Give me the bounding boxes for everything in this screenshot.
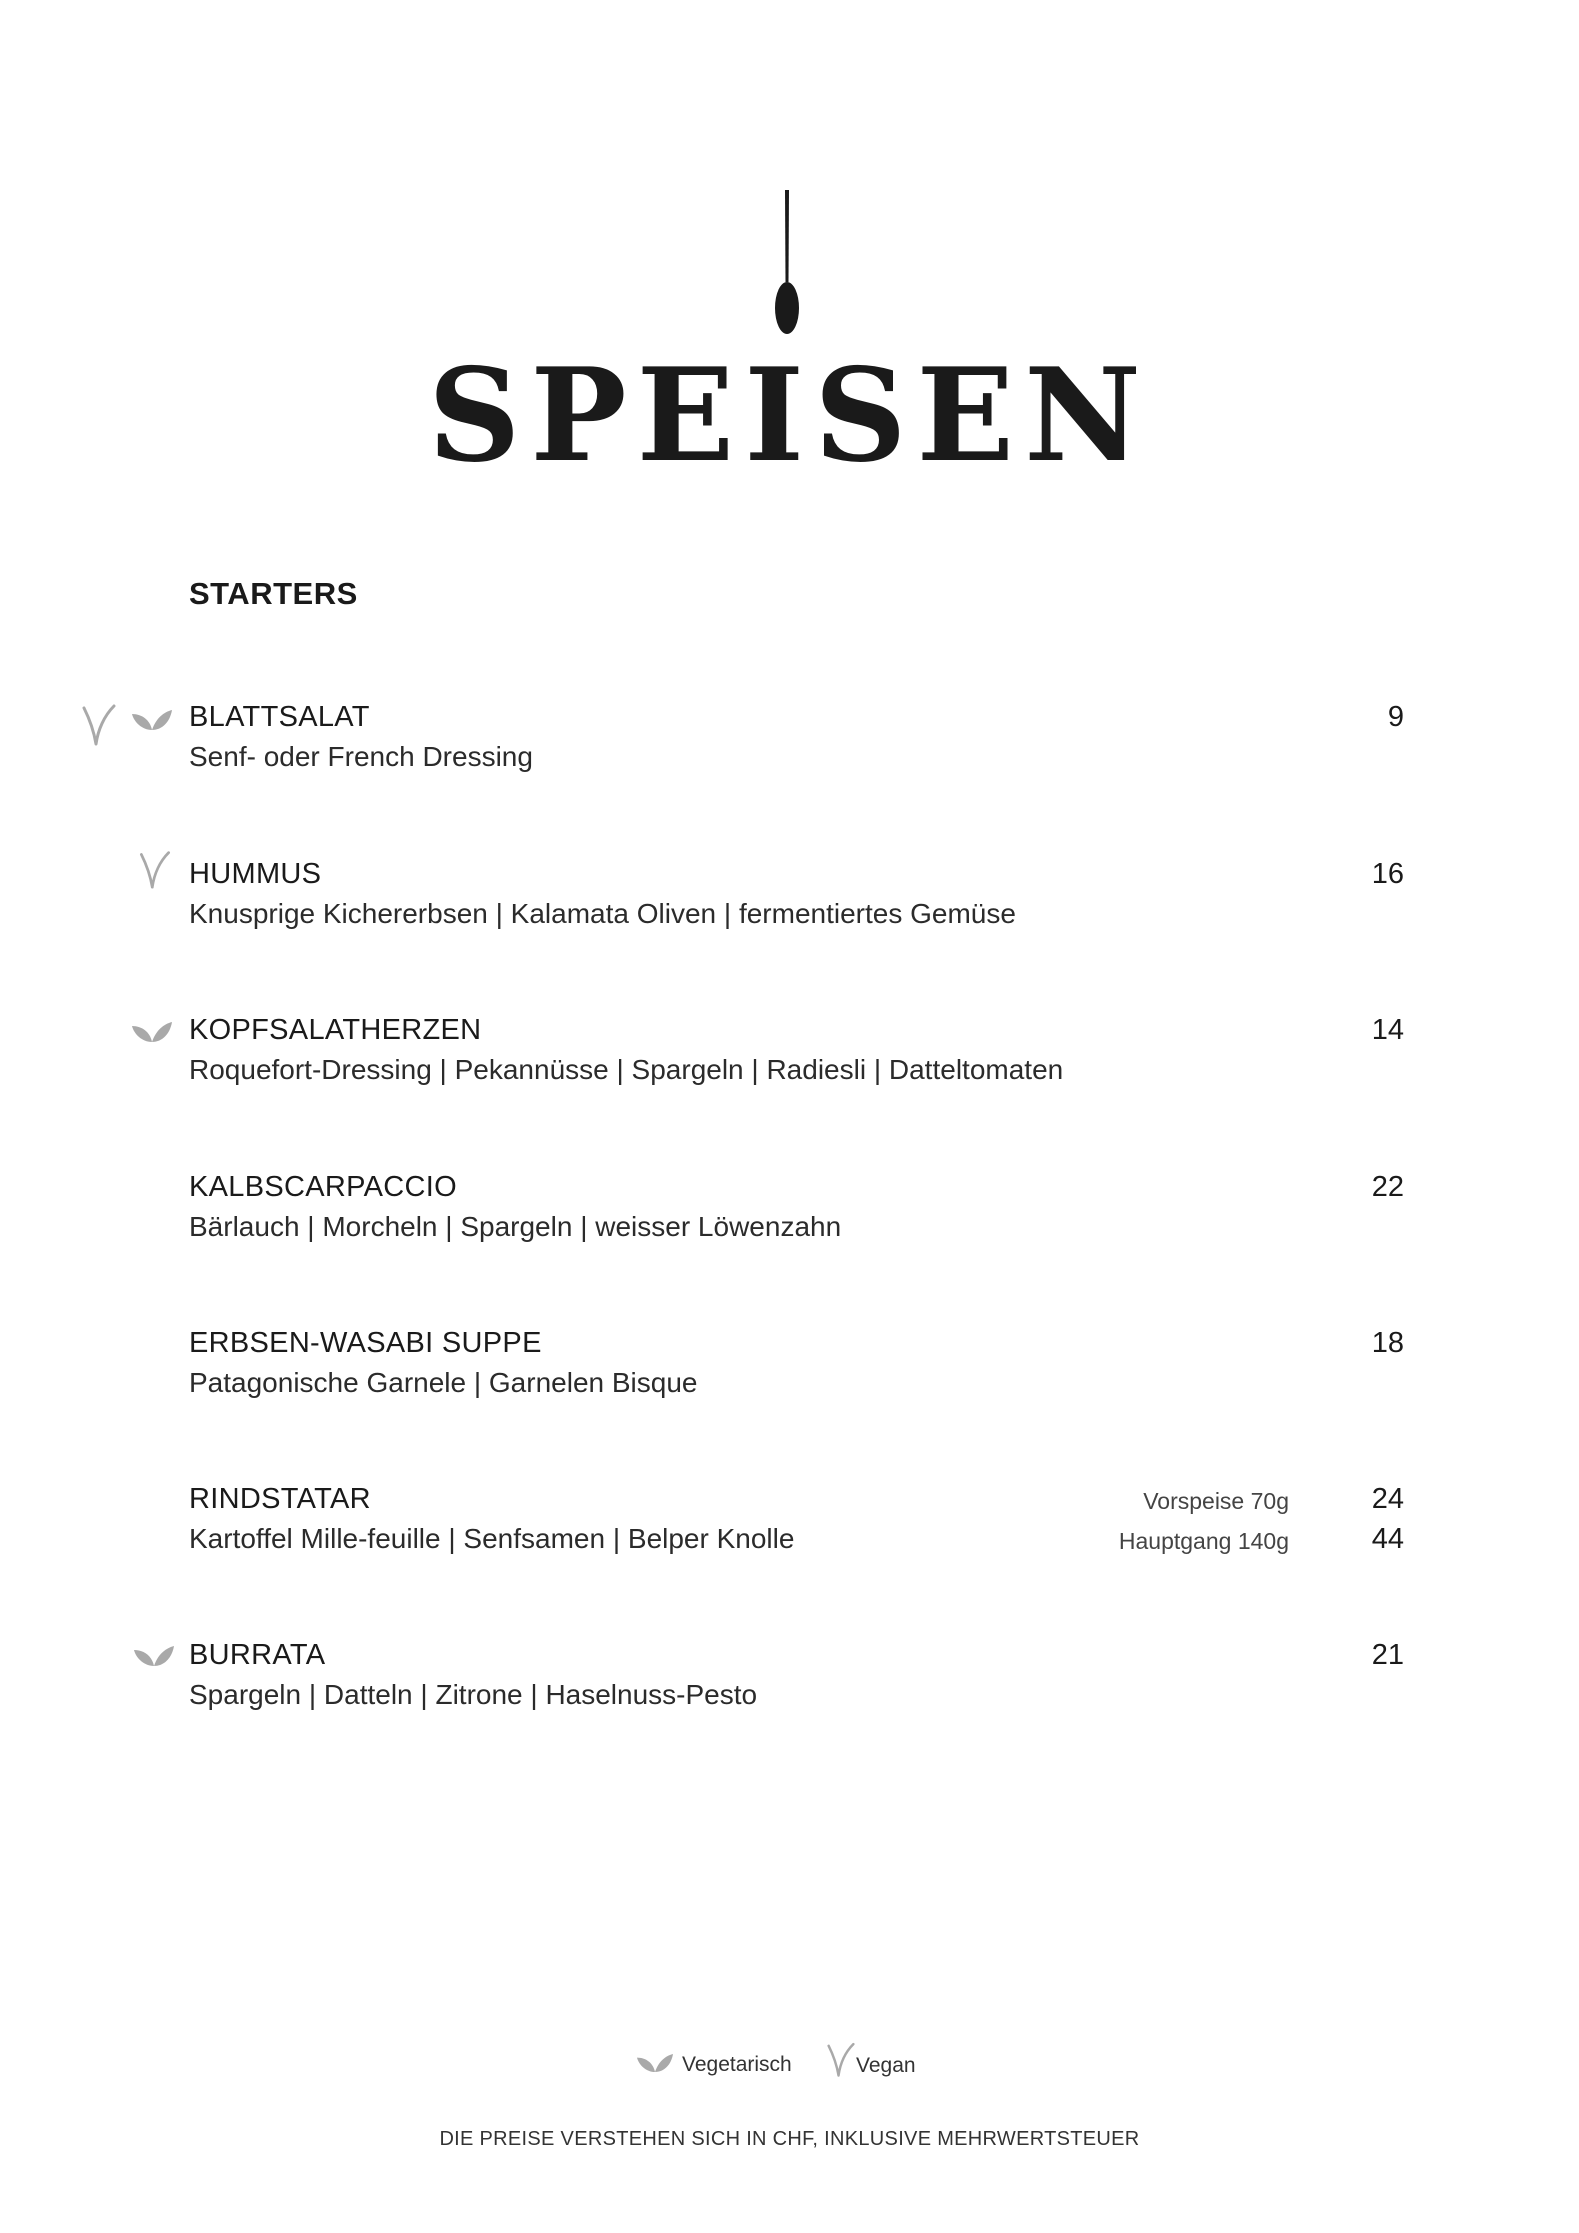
- leaf-icon: [132, 708, 172, 732]
- dietary-legend: [0, 2040, 1579, 2090]
- menu-item: [189, 857, 1404, 947]
- item-name: BLATTSALAT: [189, 701, 370, 733]
- item-price: 14: [1371, 1014, 1404, 1046]
- vegan-icon: [138, 849, 172, 889]
- item-description: Patagonische Garnele | Garnelen Bisque: [189, 1367, 698, 1398]
- vegan-icon: [827, 2040, 855, 2078]
- item-name: HUMMUS: [189, 858, 322, 890]
- item-name: KALBSCARPACCIO: [189, 1171, 457, 1203]
- menu-item: [189, 1638, 1404, 1728]
- item-description: Bärlauch | Morcheln | Spargeln | weisser Löwenzahn: [189, 1211, 842, 1242]
- item-name: RINDSTATAR: [189, 1483, 371, 1515]
- leaf-icon: [132, 1020, 172, 1044]
- item-size-starter: Vorspeise 70g: [1143, 1488, 1289, 1514]
- item-size-main: Hauptgang 140g: [1118, 1528, 1289, 1554]
- item-price: 22: [1371, 1171, 1404, 1203]
- item-name: BURRATA: [189, 1639, 326, 1671]
- item-description: Spargeln | Datteln | Zitrone | Haselnuss-Pesto: [189, 1679, 758, 1710]
- page-title: SPEISEN: [427, 341, 1152, 491]
- item-price: 18: [1371, 1327, 1404, 1359]
- item-description: Senf- oder French Dressing: [189, 741, 533, 772]
- menu-item: [189, 1482, 1404, 1572]
- item-description: Roquefort-Dressing | Pekannüsse | Spargeln | Radiesli | Datteltomaten: [189, 1054, 1064, 1085]
- item-name: KOPFSALATHERZEN: [189, 1014, 482, 1046]
- item-price: 9: [1387, 701, 1404, 733]
- vegan-icon: [82, 702, 116, 746]
- legend-vegan-label: Vegan: [856, 2054, 916, 2077]
- item-price: 24: [1371, 1483, 1404, 1515]
- item-description: Kartoffel Mille-feuille | Senfsamen | Belper Knolle: [189, 1523, 795, 1554]
- menu-item: [189, 700, 1404, 790]
- menu-item: [189, 1170, 1404, 1260]
- item-name: ERBSEN-WASABI SUPPE: [189, 1327, 542, 1359]
- leaf-icon: [134, 1644, 174, 1668]
- leaf-icon: [637, 2052, 673, 2074]
- spoon-icon: [767, 190, 807, 340]
- item-description: Knusprige Kichererbsen | Kalamata Oliven | fermentiertes Gemüse: [189, 898, 1016, 929]
- item-price-main: 44: [1371, 1523, 1404, 1555]
- item-price: 21: [1371, 1639, 1404, 1671]
- price-note-footer: DIE PREISE VERSTEHEN SICH IN CHF, INKLUSIVE MEHRWERTSTEUER: [439, 2128, 1140, 2150]
- menu-item: [189, 1326, 1404, 1416]
- item-price: 16: [1371, 858, 1404, 890]
- section-title-starters: STARTERS: [189, 576, 358, 611]
- legend-vegetarian-label: Vegetarisch: [682, 2053, 792, 2076]
- menu-item: [189, 1013, 1404, 1103]
